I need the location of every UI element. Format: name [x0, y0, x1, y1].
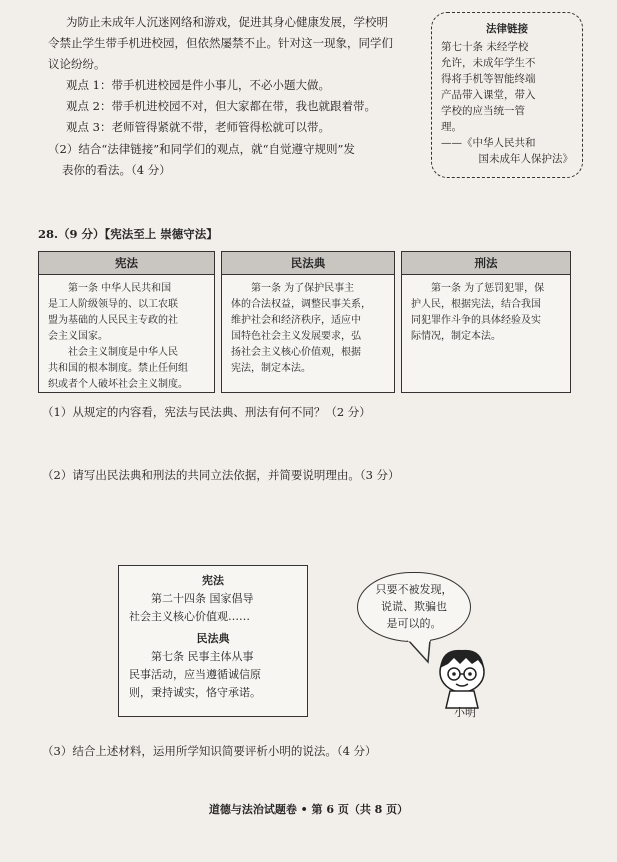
law-line: 第一条 中华人民共和国 [68, 283, 172, 294]
law-line: 第一条 为了保护民事主 [251, 283, 355, 294]
intro-line: 议论纷纷。 [48, 57, 106, 71]
question-28-3: （3）结合上述材料，运用所学知识简要评析小明的说法。（4 分） [42, 744, 377, 758]
legal-line: 第七十条 未经学校 [441, 41, 529, 53]
legal-source: ——《中华人民共和 [441, 137, 536, 149]
law-line: 第一条 为了惩罚犯罪，保 [431, 283, 545, 294]
material-line: 则，秉持诚实，恪守承诺。 [129, 686, 261, 699]
view-1: 观点 1：带手机进校园是件小事儿，不必小题大做。 [66, 78, 330, 92]
page-footer: 道德与法治试题卷 • 第 6 页（共 8 页） [208, 803, 409, 816]
boy-cartoon-icon [380, 630, 510, 720]
law-line: 际情况，制定本法。 [411, 331, 501, 342]
question-28-header: 28.（9 分）【宪法至上 崇德守法】 [38, 227, 218, 241]
legal-line: 允许，未成年学生不 [441, 57, 536, 69]
intro-text [48, 12, 426, 138]
law-line: 维护社会和经济秩序，适应中 [231, 315, 361, 326]
law-line: 是工人阶级领导的、以工农联 [48, 299, 178, 310]
question-line: （2）结合“法律链接”和同学们的观点，就“自觉遵守规则”发 [48, 142, 355, 156]
view-2: 观点 2：带手机进校园不对，但大家都在带，我也就跟着带。 [66, 99, 376, 113]
law-box-criminal-law [401, 251, 571, 393]
view-3: 观点 3：老师管得紧就不带，老师管得松就可以带。 [66, 120, 330, 134]
question-28-1: （1）从规定的内容看，宪法与民法典、刑法有何不同？（2 分） [42, 405, 371, 419]
law-line: 护人民，根据宪法，结合我国 [411, 299, 541, 310]
law-line: 社会主义制度是中华人民 [68, 347, 178, 358]
intro-line: 为防止未成年人沉迷网络和游戏，促进其身心健康发展，学校明 [66, 15, 388, 29]
law-box-title: 刑法 [402, 252, 570, 275]
speech-line: 只要不被发现， [375, 583, 453, 596]
question-line: 表你的看法。（4 分） [62, 163, 171, 177]
law-line: 会主义国家。 [48, 331, 108, 342]
material-title: 宪法 [202, 574, 224, 587]
legal-line: 理。 [441, 121, 462, 133]
law-line: 共和国的根本制度。禁止任何组 [48, 363, 188, 374]
law-line: 体的合法权益，调整民事关系， [231, 299, 371, 310]
legal-link-title: 法律链接 [486, 23, 528, 35]
legal-line: 得将手机等智能终端 [441, 73, 536, 85]
material-title: 民法典 [196, 632, 230, 645]
material-line: 民事活动，应当遵循诚信原 [129, 668, 261, 681]
question-28-2: （2）请写出民法典和刑法的共同立法依据，并简要说明理由。（3 分） [42, 468, 400, 482]
material-box [118, 565, 308, 717]
law-box-title: 宪法 [39, 252, 214, 275]
legal-source: 国未成年人保护法》 [478, 153, 573, 165]
speech-line: 说谎、欺骗也 [381, 600, 447, 613]
law-line: 同犯罪作斗争的具体经验及实 [411, 315, 541, 326]
question-27-2 [48, 139, 428, 181]
law-line: 织或者个人破坏社会主义制度。 [48, 379, 188, 390]
material-line: 第七条 民事主体从事 [151, 650, 254, 663]
legal-line: 产品带入课堂，带入 [441, 89, 536, 101]
law-line: 宪法，制定本法。 [231, 363, 311, 374]
material-line: 第二十四条 国家倡导 [151, 592, 254, 605]
speech-line: 是可以的。 [386, 617, 442, 630]
character-name: 小明 [454, 706, 476, 719]
law-box-title: 民法典 [222, 252, 394, 275]
law-box-civil-code [221, 251, 395, 393]
law-line: 国特色社会主义发展要求，弘 [231, 331, 361, 342]
intro-line: 令禁止学生带手机进校园，但依然屡禁不止。针对这一现象，同学们 [48, 36, 393, 50]
law-line: 扬社会主义核心价值观，根据 [231, 347, 361, 358]
material-line: 社会主义核心价值观…… [129, 610, 250, 623]
law-box-constitution [38, 251, 215, 393]
legal-line: 学校的应当统一管 [441, 105, 525, 117]
law-line: 盟为基础的人民民主专政的社 [48, 315, 178, 326]
legal-link-box [431, 12, 583, 178]
